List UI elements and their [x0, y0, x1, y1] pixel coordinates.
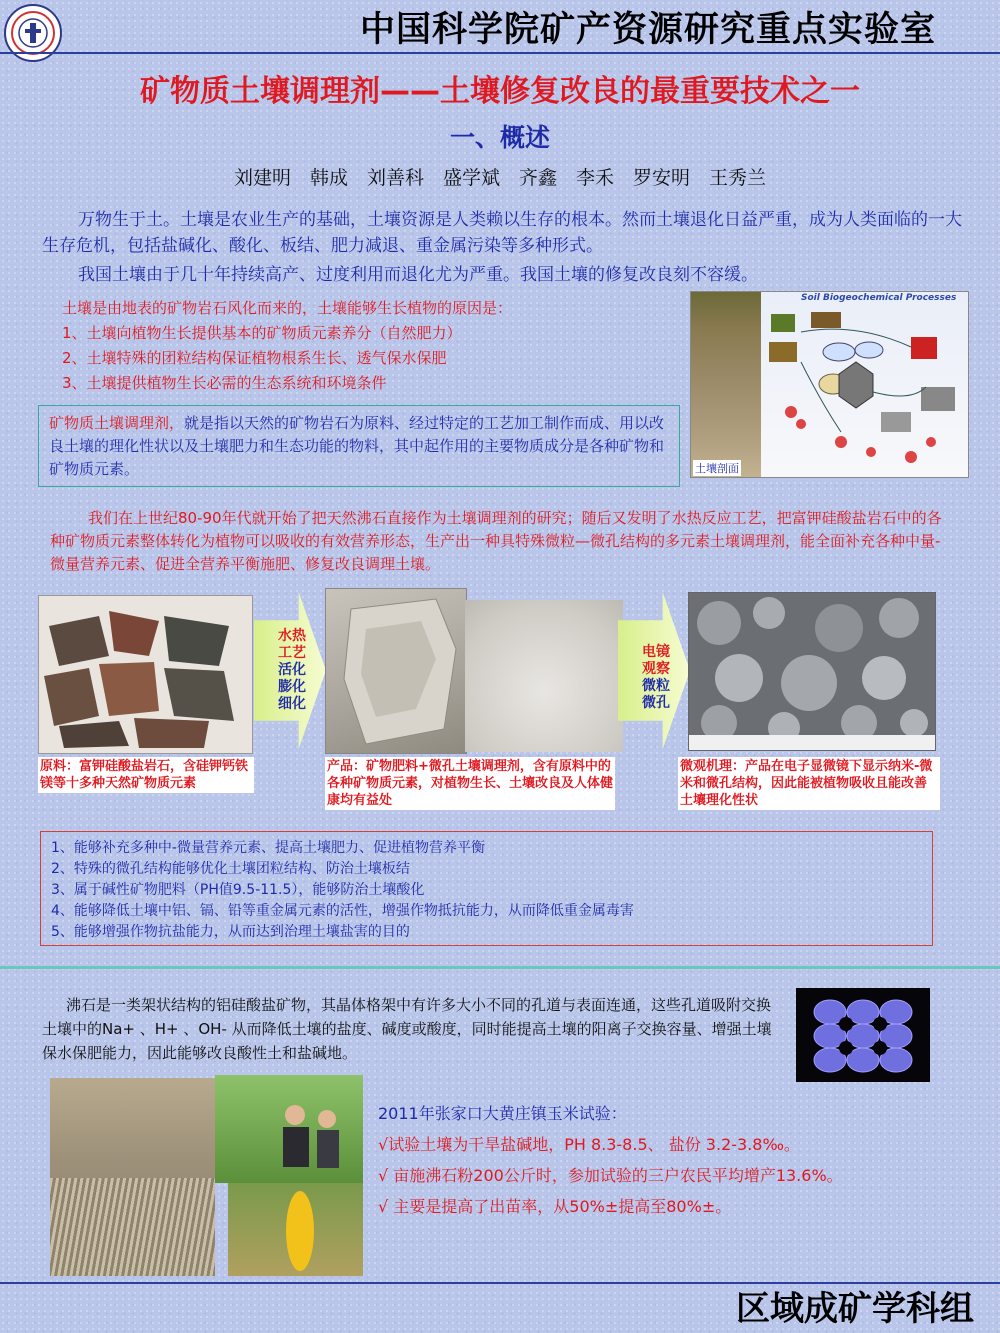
raw-rock-photo — [38, 595, 253, 754]
soil-point-item: 2、土壤特殊的团粒结构保证植物根系生长、透气保水保肥 — [62, 349, 447, 367]
benefit-item: 4、能够降低土壤中铝、镉、铅等重金属元素的活性，增强作物抵抗能力，从而降低重金属毒害 — [51, 903, 634, 919]
benefit-item: 2、特殊的微孔结构能够优化土壤团粒结构、防治土壤板结 — [51, 861, 410, 877]
micro-mechanism-caption: 微观机理：产品在电子显微镜下显示纳米-微米和微孔结构，因此能被植物吸收且能改善土壤理化性状 — [678, 757, 940, 810]
arrow2-line: 电镜 — [642, 644, 670, 660]
soil-point-item: 1、土壤向植物生长提供基本的矿物质元素养分（自然肥力） — [62, 324, 462, 342]
header-divider — [0, 52, 1000, 54]
process-diagram — [761, 292, 968, 477]
micro-pore-graphic — [689, 593, 935, 750]
definition-term: 矿物质土壤调理剂， — [49, 414, 185, 432]
benefit-item: 1、能够补充多种中-微量营养元素、提高土壤肥力、促进植物营养平衡 — [51, 840, 485, 856]
farmers-in-corn-photo — [215, 1075, 363, 1183]
process-cycle-graphic — [761, 292, 968, 477]
institute-seal-icon — [9, 9, 57, 57]
benefit-item: 3、属于碱性矿物肥料（PH值9.5-11.5），能够防治土壤酸化 — [51, 882, 425, 898]
definition-text: 就是指以天然的矿物岩石为原料、经过特定的工艺加工制作而成、用以改良土壤的理化性状以及土壤肥力和生态功能的物料，其中起作用的主要物质成分是各种矿物和矿物质元素。 — [49, 414, 665, 478]
arrow1-line: 细化 — [278, 696, 306, 712]
rock-fragments-graphic — [39, 596, 252, 753]
powder-product-photo — [465, 600, 623, 752]
trial-results — [378, 1098, 843, 1222]
poster-title: 矿物质土壤调理剂——土壤修复改良的最重要技术之一 — [140, 74, 860, 109]
soil-point-item: 3、土壤提供植物生长必需的生态系统和环境条件 — [62, 374, 387, 392]
soil-points — [62, 296, 512, 396]
trial-item: √试验土壤为干旱盐碱地，PH 8.3-8.5、 盐份 3.2-3.8‰。 — [378, 1135, 800, 1154]
zeolite-paragraph: 沸石是一类架状结构的铝硅酸盐矿物，其晶体格架中有许多大小不同的孔道与表面连通，这些孔道吸附交换土壤中的Na+ 、H+ 、OH- 从而降低土壤的盐度、碱度或酸度，同时能提高土壤的阳离子交换容量、增强土壤保水保肥能力，因此能够改良酸性土和盐碱地。 — [42, 996, 772, 1062]
farmers-graphic — [215, 1075, 363, 1183]
section-divider — [0, 966, 1000, 969]
saline-field-photo — [50, 1078, 215, 1276]
raw-material-caption: 原料：富钾硅酸盐岩石，含硅钾钙铁镁等十多种天然矿物质元素 — [38, 757, 254, 793]
sem-micrograph — [688, 592, 936, 751]
arrow1-line: 活化 — [278, 662, 306, 678]
rock-block-graphic — [326, 589, 466, 753]
trial-item: √ 主要是提高了出苗率，从50%±提高至80%±。 — [378, 1197, 732, 1216]
arrow1-line: 膨化 — [278, 679, 306, 695]
benefits-list — [40, 831, 933, 946]
author-list: 刘建明 韩成 刘善科 盛学斌 齐鑫 李禾 罗安明 王秀兰 — [233, 167, 766, 189]
arrow1-line: 工艺 — [278, 645, 306, 661]
arrow1-line: 水热 — [278, 628, 306, 644]
soil-points-lead: 土壤是由地表的矿物岩石风化而来的，土壤能够生长植物的原因是： — [62, 299, 513, 317]
process-arrow-1-label — [278, 628, 306, 713]
lab-name: 中国科学院矿产资源研究重点实验室 — [360, 9, 937, 50]
soil-process-figure — [690, 291, 969, 478]
zeolite-structure-image — [796, 988, 930, 1082]
soil-profile-photo — [691, 292, 761, 477]
product-caption: 产品：矿物肥料+微孔土壤调理剂，含有原料中的各种矿物质元素，对植物生长、土壤改良及人体健康均有益处 — [327, 759, 614, 808]
research-paragraph: 我们在上世纪80-90年代就开始了把天然沸石直接作为土壤调理剂的研究；随后又发明了水热反应工艺，把富钾硅酸盐岩石中的各种矿物质元素整体转化为植物可以吸收的有效营养形态，生产出一种具特殊微粒—微孔结构的多元素土壤调理剂，能全面补充各种中量-微量营养元素、促进全营养平衡施肥、修复改良调理土壤。 — [50, 509, 942, 573]
trial-item: √ 亩施沸石粉200公斤时，参加试验的三户农民平均增产13.6%。 — [378, 1166, 843, 1185]
soil-profile-label: 土壤剖面 — [695, 462, 739, 475]
zeolite-framework-graphic — [796, 988, 930, 1082]
benefit-item: 5、能够增强作物抗盐能力，从而达到治理土壤盐害的目的 — [51, 924, 410, 940]
corn-harvest-photo — [228, 1183, 363, 1276]
arrow2-line: 观察 — [642, 661, 670, 677]
corn-cob-graphic — [228, 1183, 363, 1276]
process-arrow-2-label — [642, 644, 670, 712]
definition-box — [38, 405, 680, 487]
intro-paragraph-2: 我国土壤由于几十年持续高产、过度利用而退化尤为严重。我国土壤的修复改良刻不容缓。 — [78, 265, 758, 285]
group-name: 区域成矿学科组 — [736, 1289, 974, 1329]
arrow2-line: 微粒 — [642, 678, 670, 694]
intro-paragraph-1: 万物生于土。土壤是农业生产的基础，土壤资源是人类赖以生存的根本。然而土壤退化日益严重，成为人类面临的一大生存危机，包括盐碱化、酸化、板结、肥力减退、重金属污染等多种形式。 — [42, 210, 962, 256]
section-title: 一、概述 — [449, 123, 550, 152]
arrow2-line: 微孔 — [642, 695, 670, 711]
trial-title: 2011年张家口大黄庄镇玉米试验： — [378, 1104, 627, 1123]
diagram-title: Soil Biogeochemical Processes — [801, 293, 957, 303]
hydrothermal-product-photo — [325, 588, 467, 754]
